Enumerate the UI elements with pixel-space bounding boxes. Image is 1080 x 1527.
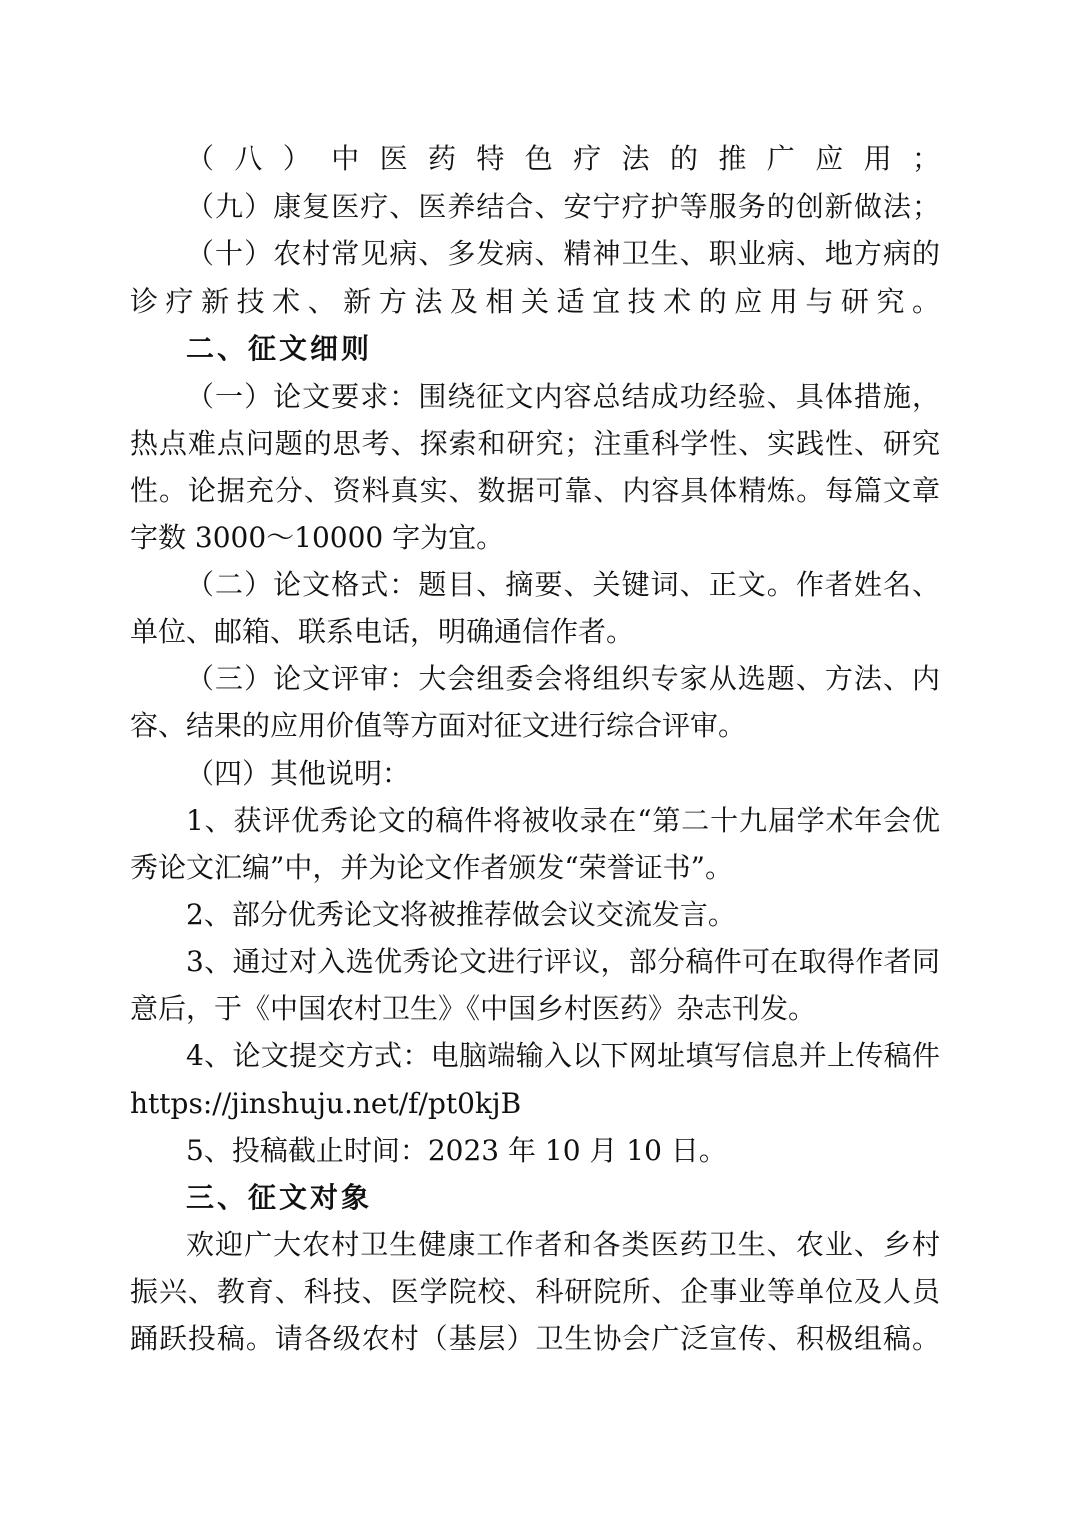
paragraph-line: 秀论文汇编”中，并为论文作者颁发“荣誉证书”。 (130, 851, 733, 884)
paragraph-line: 字数 3000～10000 字为宜。 (130, 521, 505, 554)
subheading-other-notes: （四）其他说明： (186, 757, 411, 790)
paragraph-line: （一）论文要求：围绕征文内容总结成功经验、具体措施， (186, 380, 940, 413)
paragraph-line: 单位、邮箱、联系电话，明确通信作者。 (130, 615, 635, 648)
paragraph-line: 4、论文提交方式：电脑端输入以下网址填写信息并上传稿件 (186, 1039, 940, 1072)
paragraph-line: 3、通过对入选优秀论文进行评议，部分稿件可在取得作者同 (186, 945, 940, 978)
paragraph-line: 诊疗新技术、新方法及相关适宜技术的应用与研究。 (130, 285, 940, 318)
paragraph-line: 振兴、教育、科技、医学院校、科研院所、企事业等单位及人员 (130, 1275, 940, 1308)
paragraph-line: 性。论据充分、资料真实、数据可靠、内容具体精炼。每篇文章 (130, 474, 940, 507)
paragraph-line: 意后，于《中国农村卫生》《中国乡村医药》杂志刊发。 (130, 992, 817, 1025)
paragraph-line: 1、获评优秀论文的稿件将被收录在“第二十九届学术年会优 (186, 804, 940, 837)
section-heading-2: 二、征文细则 (186, 332, 373, 365)
section-heading-3: 三、征文对象 (186, 1181, 373, 1214)
paragraph-line: 踊跃投稿。请各级农村（基层）卫生协会广泛宣传、积极组稿。 (130, 1322, 940, 1355)
list-item-8: （八）中医药特色疗法的推广应用； (186, 142, 940, 175)
list-item-9: （九）康复医疗、医养结合、安宁疗护等服务的创新做法； (186, 190, 940, 223)
submission-url[interactable]: https://jinshuju.net/f/pt0kjB (130, 1087, 522, 1120)
paragraph-line: 5、投稿截止时间：2023 年 10 月 10 日。 (186, 1134, 727, 1167)
paragraph-line: 热点难点问题的思考、探索和研究；注重科学性、实践性、研究 (130, 427, 940, 460)
paragraph-line: （二）论文格式：题目、摘要、关键词、正文。作者姓名、 (186, 568, 940, 601)
list-item-10: （十）农村常见病、多发病、精神卫生、职业病、地方病的 (186, 237, 940, 270)
paragraph-line: 2、部分优秀论文将被推荐做会议交流发言。 (186, 898, 736, 931)
paragraph-line: （三）论文评审：大会组委会将组织专家从选题、方法、内 (186, 662, 940, 695)
paragraph-line: 容、结果的应用价值等方面对征文进行综合评审。 (130, 709, 747, 742)
paragraph-line: 欢迎广大农村卫生健康工作者和各类医药卫生、农业、乡村 (186, 1228, 940, 1261)
